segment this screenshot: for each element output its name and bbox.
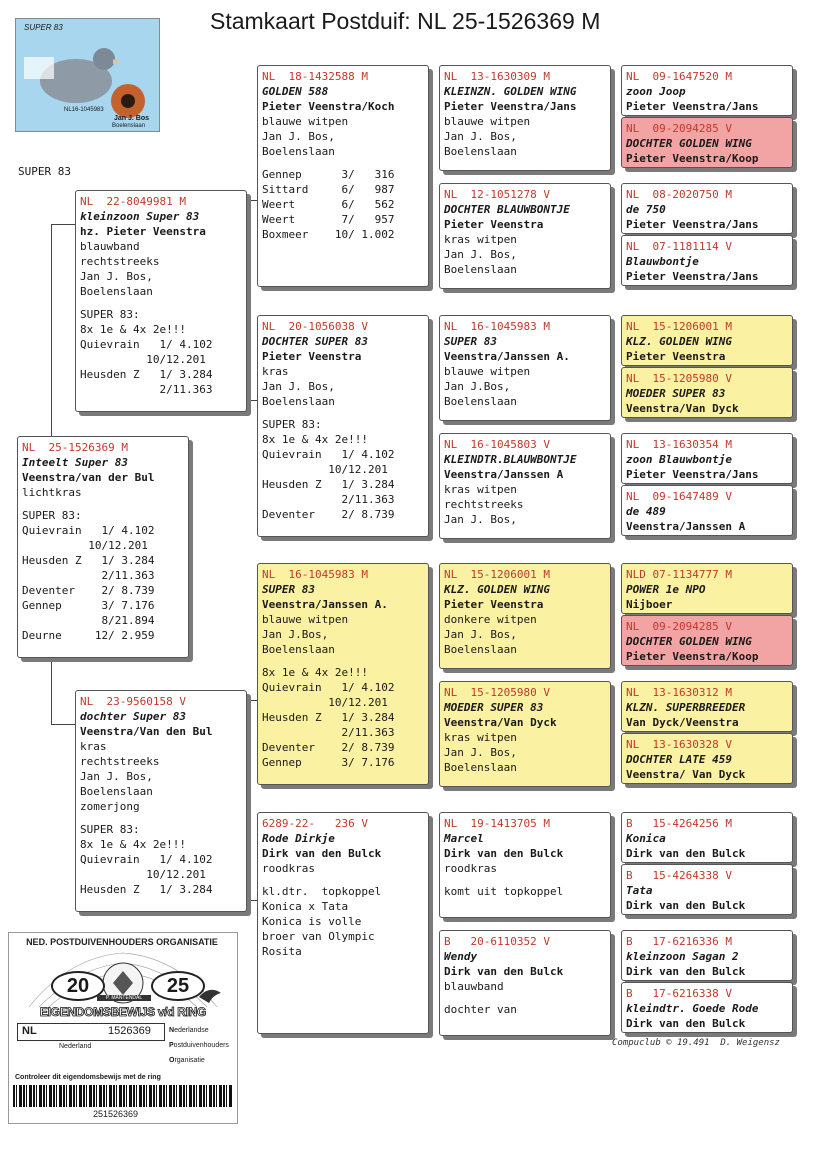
photo-place: Boelenslaan: [112, 123, 146, 129]
breeder-name: Dirk van den Bulck: [444, 847, 564, 860]
ring-number: NL 18-1432588 M: [262, 70, 368, 83]
card-line: Heusden Z 1/ 3.284: [22, 554, 155, 567]
card-line: Jan J. Bos,: [80, 270, 153, 283]
breeder-name: Veenstra/van der Bul: [22, 471, 155, 484]
breeder-name: hz. Pieter Veenstra: [80, 225, 206, 238]
ring-number: NL 23-9560158 V: [80, 695, 186, 708]
connector: [247, 900, 257, 901]
breeder-name: Pieter Veenstra/Jans: [626, 468, 759, 481]
card-line: kl.dtr. topkoppel: [262, 885, 382, 898]
ring-number: NL 13-1630328 V: [626, 738, 732, 751]
breeder-name: Pieter Veenstra/Koop: [626, 152, 759, 165]
card-line: Boelenslaan: [262, 145, 335, 158]
ring-number: B 15-4264338 V: [626, 869, 732, 882]
card-line: Quievrain 1/ 4.102: [262, 448, 395, 461]
card-line: [80, 814, 242, 822]
pigeon-card-g16: [621, 982, 793, 1033]
ring-number: NLD 07-1134777 M: [626, 568, 732, 581]
card-line: Boelenslaan: [262, 395, 335, 408]
card-line: 10/12.201: [80, 868, 206, 881]
breeder-name: Van Dyck/Veenstra: [626, 716, 739, 729]
card-line: Heusden Z 1/ 3.284: [262, 711, 395, 724]
ring-number: B 17-6216336 M: [626, 935, 732, 948]
card-line: Deventer 2/ 8.739: [262, 741, 395, 754]
card-line: blauwe witpen: [444, 115, 531, 128]
cert-npo-1: ederlandse: [174, 1027, 209, 1034]
page-title: Stamkaart Postduif: NL 25-1526369 M: [210, 8, 601, 34]
pigeon-name: de 489: [626, 505, 666, 518]
connector: [51, 658, 52, 724]
pigeon-name: zoon Blauwbontje: [626, 453, 732, 466]
ring-number: B 17-6216338 V: [626, 987, 732, 1000]
ring-number: B 20-6110352 V: [444, 935, 550, 948]
card-line: [262, 876, 424, 884]
card-line: 8x 1e & 4x 2e!!!: [80, 323, 186, 336]
ring-number: NL 09-2094285 V: [626, 620, 732, 633]
pigeon-card-ffm: [439, 183, 611, 289]
ring-number: NL 15-1205980 V: [626, 372, 732, 385]
cert-npo-3: rganisatie: [174, 1057, 205, 1064]
breeder-name: Pieter Veenstra: [444, 218, 544, 231]
card-line: Gennep 3/ 7.176: [22, 599, 155, 612]
pigeon-name: DOCHTER GOLDEN WING: [626, 137, 752, 150]
cert-npo-2: ostduivenhouders: [173, 1042, 229, 1049]
card-line: [22, 500, 184, 508]
pigeon-card-mm: [257, 812, 429, 1034]
pigeon-card-g12: [621, 733, 793, 784]
pigeon-name: DOCHTER GOLDEN WING: [626, 635, 752, 648]
pigeon-name: POWER 1e NPO: [626, 583, 706, 596]
breeder-name: Veenstra/Van Dyck: [444, 716, 557, 729]
card-line: Boelenslaan: [444, 761, 517, 774]
card-line: SUPER 83:: [22, 509, 82, 522]
card-line: rechtstreeks: [444, 498, 524, 511]
breeder-name: Pieter Veenstra: [626, 350, 726, 363]
cert-npo-line-3: Organisatie: [169, 1057, 205, 1064]
pigeon-name: SUPER 83: [444, 335, 497, 348]
card-line: kras: [80, 740, 107, 753]
cert-country-code: NL: [22, 1025, 37, 1037]
card-line: Heusden Z 1/ 3.284: [262, 478, 395, 491]
pigeon-card-g6: [621, 367, 793, 418]
breeder-name: Pieter Veenstra/Jans: [444, 100, 577, 113]
card-line: roodkras: [262, 862, 315, 875]
card-line: Weert 6/ 562: [262, 198, 395, 211]
ring-number: NL 25-1526369 M: [22, 441, 128, 454]
pigeon-card-g14: [621, 864, 793, 915]
card-line: [262, 159, 424, 167]
breeder-name: Veenstra/Janssen A: [626, 520, 746, 533]
ownership-certificate: [8, 932, 238, 1124]
breeder-name: Veenstra/Janssen A.: [262, 598, 388, 611]
ring-number: NL 19-1413705 M: [444, 817, 550, 830]
card-line: roodkras: [444, 862, 497, 875]
ring-number: NL 09-1647520 M: [626, 70, 732, 83]
cert-year-left: 20: [51, 971, 105, 1001]
pigeon-name: KLZ. GOLDEN WING: [444, 583, 550, 596]
breeder-name: Pieter Veenstra: [444, 598, 544, 611]
breeder-name: Nijboer: [626, 598, 673, 611]
card-line: Jan J.Bos,: [262, 628, 329, 641]
card-line: [262, 409, 424, 417]
pigeon-card-g9: [621, 563, 793, 614]
pigeon-name: dochter Super 83: [80, 710, 186, 723]
pigeon-card-mfm: [439, 681, 611, 787]
cert-npo-line-2: Postduivenhouders: [169, 1042, 229, 1049]
card-line: broer van Olympic: [262, 930, 375, 943]
card-line: kras witpen: [444, 483, 517, 496]
card-line: Deurne 12/ 2.959: [22, 629, 155, 642]
card-line: donkere witpen: [444, 613, 537, 626]
barcode-number: 251526369: [93, 1109, 139, 1119]
cert-npo-line-1: Nederlandse: [169, 1027, 209, 1034]
breeder-name: Pieter Veenstra: [262, 350, 362, 363]
breeder-name: Pieter Veenstra/Jans: [626, 270, 759, 283]
footer-credit: Compuclub © 19.491 D. Weigensz: [612, 1038, 780, 1048]
cert-org: NED. POSTDUIVENHOUDERS ORGANISATIE: [26, 937, 218, 947]
breeder-name: Pieter Veenstra/Jans: [626, 218, 759, 231]
pigeon-name: Marcel: [444, 832, 484, 845]
pigeon-name: DOCHTER BLAUWBONTJE: [444, 203, 570, 216]
photo-ring: NL16-1045983: [64, 107, 104, 113]
pigeon-name: kleindtr. Goede Rode: [626, 1002, 759, 1015]
card-line: Konica x Tata: [262, 900, 349, 913]
pigeon-card-mff: [439, 563, 611, 669]
pigeon-card-g4: [621, 235, 793, 286]
connector: [51, 224, 75, 225]
card-line: Weert 7/ 957: [262, 213, 395, 226]
pigeon-name: SUPER 83: [262, 583, 315, 596]
card-line: Deventer 2/ 8.739: [262, 508, 395, 521]
pigeon-name: DOCHTER SUPER 83: [262, 335, 368, 348]
card-line: Jan J. Bos,: [262, 380, 335, 393]
card-line: Jan J. Bos,: [444, 513, 517, 526]
pigeon-card-fff: [439, 65, 611, 171]
card-line: Jan J. Bos,: [80, 770, 153, 783]
card-line: 10/12.201: [80, 353, 206, 366]
card-line: [80, 299, 242, 307]
card-line: 8/21.894: [22, 614, 155, 627]
pigeon-card-g1: [621, 65, 793, 116]
ring-number: NL 09-2094285 V: [626, 122, 732, 135]
super-label: SUPER 83: [18, 165, 71, 178]
pigeon-card-g15: [621, 930, 793, 981]
card-line: Boelenslaan: [80, 785, 153, 798]
card-line: Quievrain 1/ 4.102: [262, 681, 395, 694]
card-line: rechtstreeks: [80, 255, 160, 268]
breeder-name: Dirk van den Bulck: [626, 899, 746, 912]
card-line: 10/12.201: [262, 463, 388, 476]
ring-number: NL 12-1051278 V: [444, 188, 550, 201]
card-line: Boelenslaan: [444, 395, 517, 408]
card-line: Jan J. Bos,: [262, 130, 335, 143]
cert-note: Controleer dit eigendomsbewijs met de ring: [15, 1074, 161, 1081]
pigeon-card-fmm: [439, 433, 611, 539]
pigeon-name: KLZN. SUPERBREEDER: [626, 701, 746, 714]
ring-number: NL 22-8049981 M: [80, 195, 186, 208]
card-line: 8x 1e & 4x 2e!!!: [80, 838, 186, 851]
pigeon-card-father: [75, 190, 247, 412]
card-line: Boelenslaan: [262, 643, 335, 656]
ring-number: 6289-22- 236 V: [262, 817, 368, 830]
card-line: Jan J.Bos,: [444, 380, 511, 393]
pigeon-card-g7: [621, 433, 793, 484]
ring-number: NL 07-1181114 V: [626, 240, 732, 253]
cert-country: Nederland: [59, 1043, 92, 1050]
card-line: blauwe witpen: [262, 115, 349, 128]
pigeon-name: MOEDER SUPER 83: [444, 701, 544, 714]
pigeon-name: Inteelt Super 83: [22, 456, 128, 469]
card-line: komt uit topkoppel: [444, 885, 564, 898]
ring-number: NL 15-1206001 M: [444, 568, 550, 581]
card-line: Jan J. Bos,: [444, 130, 517, 143]
card-line: Jan J. Bos,: [444, 628, 517, 641]
pigeon-card-mf: [257, 563, 429, 785]
cert-year-right: 25: [151, 971, 205, 1001]
connector: [247, 400, 257, 401]
ring-number: B 15-4264256 M: [626, 817, 732, 830]
pigeon-name: KLEINZN. GOLDEN WING: [444, 85, 577, 98]
card-line: Gennep 3/ 316: [262, 168, 395, 181]
card-line: Konica is volle: [262, 915, 362, 928]
connector: [247, 700, 257, 701]
breeder-name: Dirk van den Bulck: [626, 1017, 746, 1030]
ring-number: NL 15-1206001 M: [626, 320, 732, 333]
breeder-name: Pieter Veenstra/Koch: [262, 100, 395, 113]
breeder-name: Dirk van den Bulck: [626, 847, 746, 860]
card-line: 8x 1e & 4x 2e!!!: [262, 666, 368, 679]
connector: [247, 200, 257, 201]
breeder-name: Veenstra/ Van Dyck: [626, 768, 746, 781]
pigeon-name: KLEINDTR.BLAUWBONTJE: [444, 453, 577, 466]
card-line: Quievrain 1/ 4.102: [22, 524, 155, 537]
card-line: 2/11.363: [262, 493, 395, 506]
cert-ribbon: P. MANTENDAL: [97, 995, 151, 1001]
card-line: Boxmeer 10/ 1.002: [262, 228, 395, 241]
pigeon-name: kleinzoon Super 83: [80, 210, 200, 223]
pigeon-card-mother: [75, 690, 247, 912]
card-line: Quievrain 1/ 4.102: [80, 338, 213, 351]
pigeon-card-g5: [621, 315, 793, 366]
cert-ring-box: [17, 1023, 165, 1041]
ring-number: NL 13-1630354 M: [626, 438, 732, 451]
pigeon-name: Konica: [626, 832, 666, 845]
card-line: blauwe witpen: [262, 613, 349, 626]
card-line: Quievrain 1/ 4.102: [80, 853, 213, 866]
card-line: Jan J. Bos,: [444, 746, 517, 759]
pigeon-card-ff: [257, 65, 429, 287]
pigeon-card-mmm: [439, 930, 611, 1036]
card-line: SUPER 83:: [80, 308, 140, 321]
card-line: 10/12.201: [22, 539, 148, 552]
cert-ring-number: 1526369: [108, 1025, 151, 1037]
breeder-name: Veenstra/Van den Bul: [80, 725, 213, 738]
card-line: zomerjong: [80, 800, 140, 813]
pigeon-card-g2: [621, 117, 793, 168]
card-line: Boelenslaan: [444, 643, 517, 656]
breeder-name: Dirk van den Bulck: [444, 965, 564, 978]
pigeon-photo: [15, 18, 160, 132]
card-line: [262, 657, 424, 665]
breeder-name: Dirk van den Bulck: [262, 847, 382, 860]
pigeon-name: de 750: [626, 203, 666, 216]
breeder-name: Dirk van den Bulck: [626, 965, 746, 978]
card-line: Rosita: [262, 945, 302, 958]
card-line: Boelenslaan: [80, 285, 153, 298]
card-line: Sittard 6/ 987: [262, 183, 395, 196]
card-line: lichtkras: [22, 486, 82, 499]
card-line: rechtstreeks: [80, 755, 160, 768]
barcode: [13, 1085, 233, 1107]
ring-number: NL 16-1045983 M: [444, 320, 550, 333]
card-line: Heusden Z 1/ 3.284: [80, 368, 213, 381]
pigeon-name: KLZ. GOLDEN WING: [626, 335, 732, 348]
ring-number: NL 15-1205980 V: [444, 686, 550, 699]
card-line: blauwband: [444, 980, 504, 993]
ring-number: NL 13-1630312 M: [626, 686, 732, 699]
connector: [51, 224, 52, 436]
pigeon-card-mmf: [439, 812, 611, 918]
card-line: SUPER 83:: [80, 823, 140, 836]
card-line: 2/11.363: [262, 726, 395, 739]
ring-number: NL 13-1630309 M: [444, 70, 550, 83]
card-line: blauwe witpen: [444, 365, 531, 378]
pigeon-name: MOEDER SUPER 83: [626, 387, 726, 400]
cert-npo: [169, 1023, 229, 1068]
pigeon-name: Rode Dirkje: [262, 832, 335, 845]
photo-owner: Jan J. Bos: [114, 115, 150, 122]
card-line: Boelenslaan: [444, 263, 517, 276]
photo-caption: SUPER 83: [24, 23, 63, 32]
card-line: 2/11.363: [80, 383, 213, 396]
card-line: Heusden Z 1/ 3.284: [80, 883, 213, 896]
pigeon-name: Wendy: [444, 950, 478, 963]
card-line: blauwband: [80, 240, 140, 253]
card-line: 2/11.363: [22, 569, 155, 582]
cert-title: EIGENDOMSBEWIJS v/d RING: [39, 1005, 207, 1019]
card-line: kras witpen: [444, 233, 517, 246]
pigeon-name: Tata: [626, 884, 653, 897]
connector: [51, 724, 75, 725]
card-line: 10/12.201: [262, 696, 388, 709]
card-line: [444, 994, 606, 1002]
breeder-name: Veenstra/Janssen A: [444, 468, 564, 481]
card-line: Gennep 3/ 7.176: [262, 756, 395, 769]
ring-number: NL 16-1045983 M: [262, 568, 368, 581]
ring-number: NL 09-1647489 V: [626, 490, 732, 503]
pigeon-card-g8: [621, 485, 793, 536]
card-line: dochter van: [444, 1003, 517, 1016]
card-line: Jan J. Bos,: [444, 248, 517, 261]
card-line: kras witpen: [444, 731, 517, 744]
pigeon-card-g11: [621, 681, 793, 732]
card-line: SUPER 83:: [262, 418, 322, 431]
pigeon-card-g3: [621, 183, 793, 234]
pigeon-card-g13: [621, 812, 793, 863]
breeder-name: Pieter Veenstra/Jans: [626, 100, 759, 113]
pigeon-name: GOLDEN 588: [262, 85, 329, 98]
card-line: [444, 876, 606, 884]
card-line: kras: [262, 365, 289, 378]
card-line: Deventer 2/ 8.739: [22, 584, 155, 597]
breeder-name: Pieter Veenstra/Koop: [626, 650, 759, 663]
ring-number: NL 08-2020750 M: [626, 188, 732, 201]
pigeon-card-subject: [17, 436, 189, 658]
pigeon-name: DOCHTER LATE 459: [626, 753, 732, 766]
card-line: 8x 1e & 4x 2e!!!: [262, 433, 368, 446]
ring-number: NL 16-1045803 V: [444, 438, 550, 451]
pigeon-card-fmf: [439, 315, 611, 421]
pigeon-card-fm: [257, 315, 429, 537]
ring-number: NL 20-1056038 V: [262, 320, 368, 333]
breeder-name: Veenstra/Van Dyck: [626, 402, 739, 415]
card-line: Boelenslaan: [444, 145, 517, 158]
breeder-name: Veenstra/Janssen A.: [444, 350, 570, 363]
pigeon-name: zoon Joop: [626, 85, 686, 98]
pigeon-name: Blauwbontje: [626, 255, 699, 268]
pigeon-name: kleinzoon Sagan 2: [626, 950, 739, 963]
pigeon-card-g10: [621, 615, 793, 666]
